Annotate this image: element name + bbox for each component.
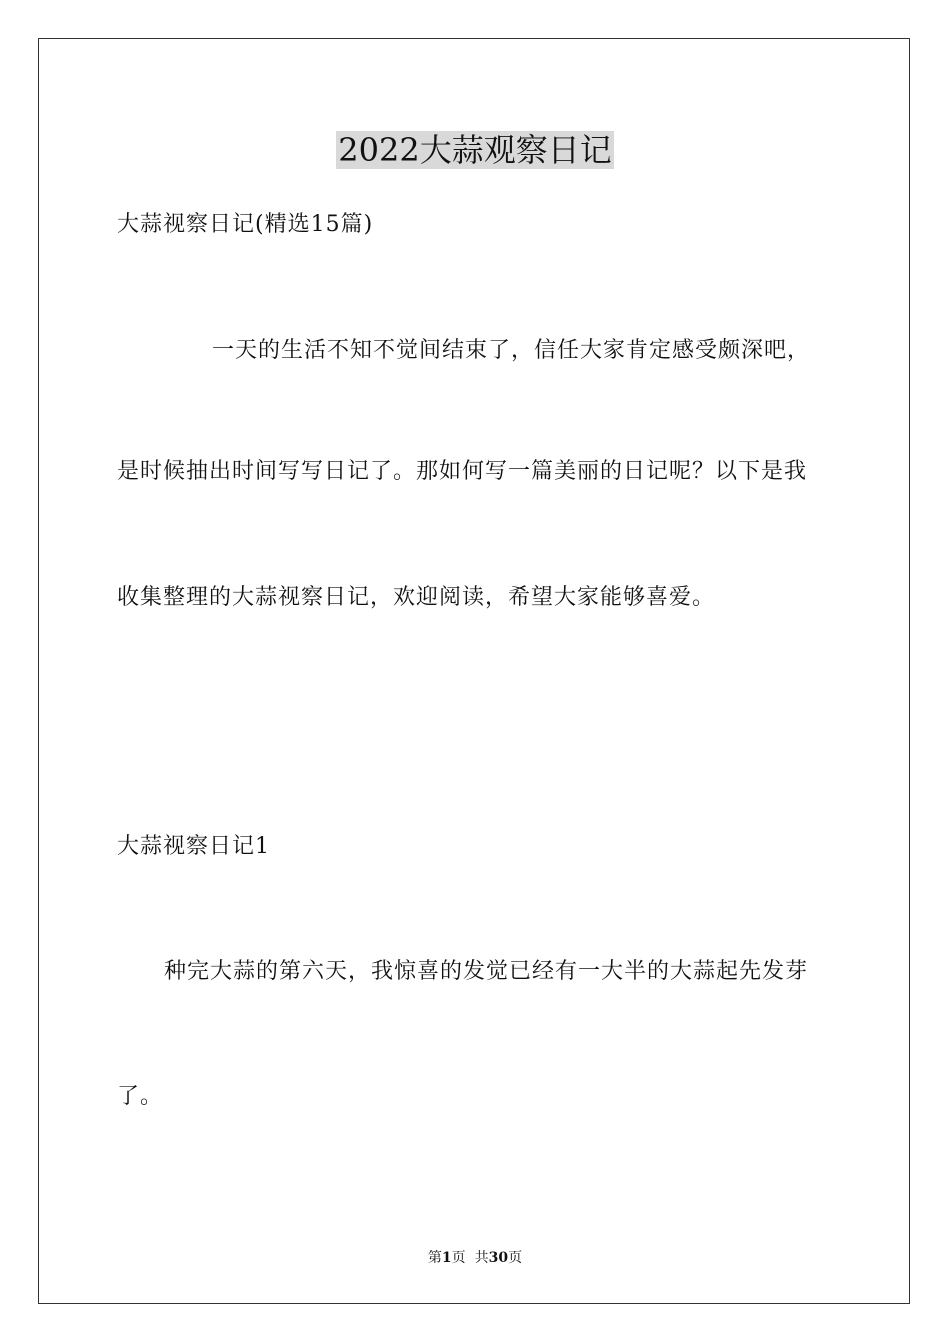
footer-page-prefix: 第 bbox=[427, 1250, 442, 1266]
footer-page-suffix: 页 bbox=[508, 1250, 523, 1266]
footer-page-number: 1 bbox=[441, 1250, 452, 1266]
page-footer bbox=[0, 1248, 950, 1268]
intro-line-2: 是时候抽出时间写写日记了。那如何写一篇美丽的日记呢？以下是我 bbox=[117, 459, 808, 484]
footer-total-pages: 30 bbox=[488, 1250, 509, 1266]
footer-page-mid: 页 共 bbox=[451, 1250, 489, 1266]
section-body-line-2: 了。 bbox=[117, 1084, 164, 1109]
document-subtitle: 大蒜视察日记(精选15篇) bbox=[117, 212, 374, 237]
intro-line-3: 收集整理的大蒜视察日记，欢迎阅读，希望大家能够喜爱。 bbox=[117, 585, 716, 610]
section-heading: 大蒜视察日记1 bbox=[117, 834, 270, 859]
document-title-text: 2022大蒜观察日记 bbox=[338, 131, 612, 169]
intro-line-1: 一天的生活不知不觉间结束了，信任大家肯定感受颇深吧， bbox=[212, 338, 811, 363]
section-body-line-1: 种完大蒜的第六天，我惊喜的发觉已经有一大半的大蒜起先发芽 bbox=[164, 959, 809, 984]
document-title bbox=[0, 128, 950, 172]
